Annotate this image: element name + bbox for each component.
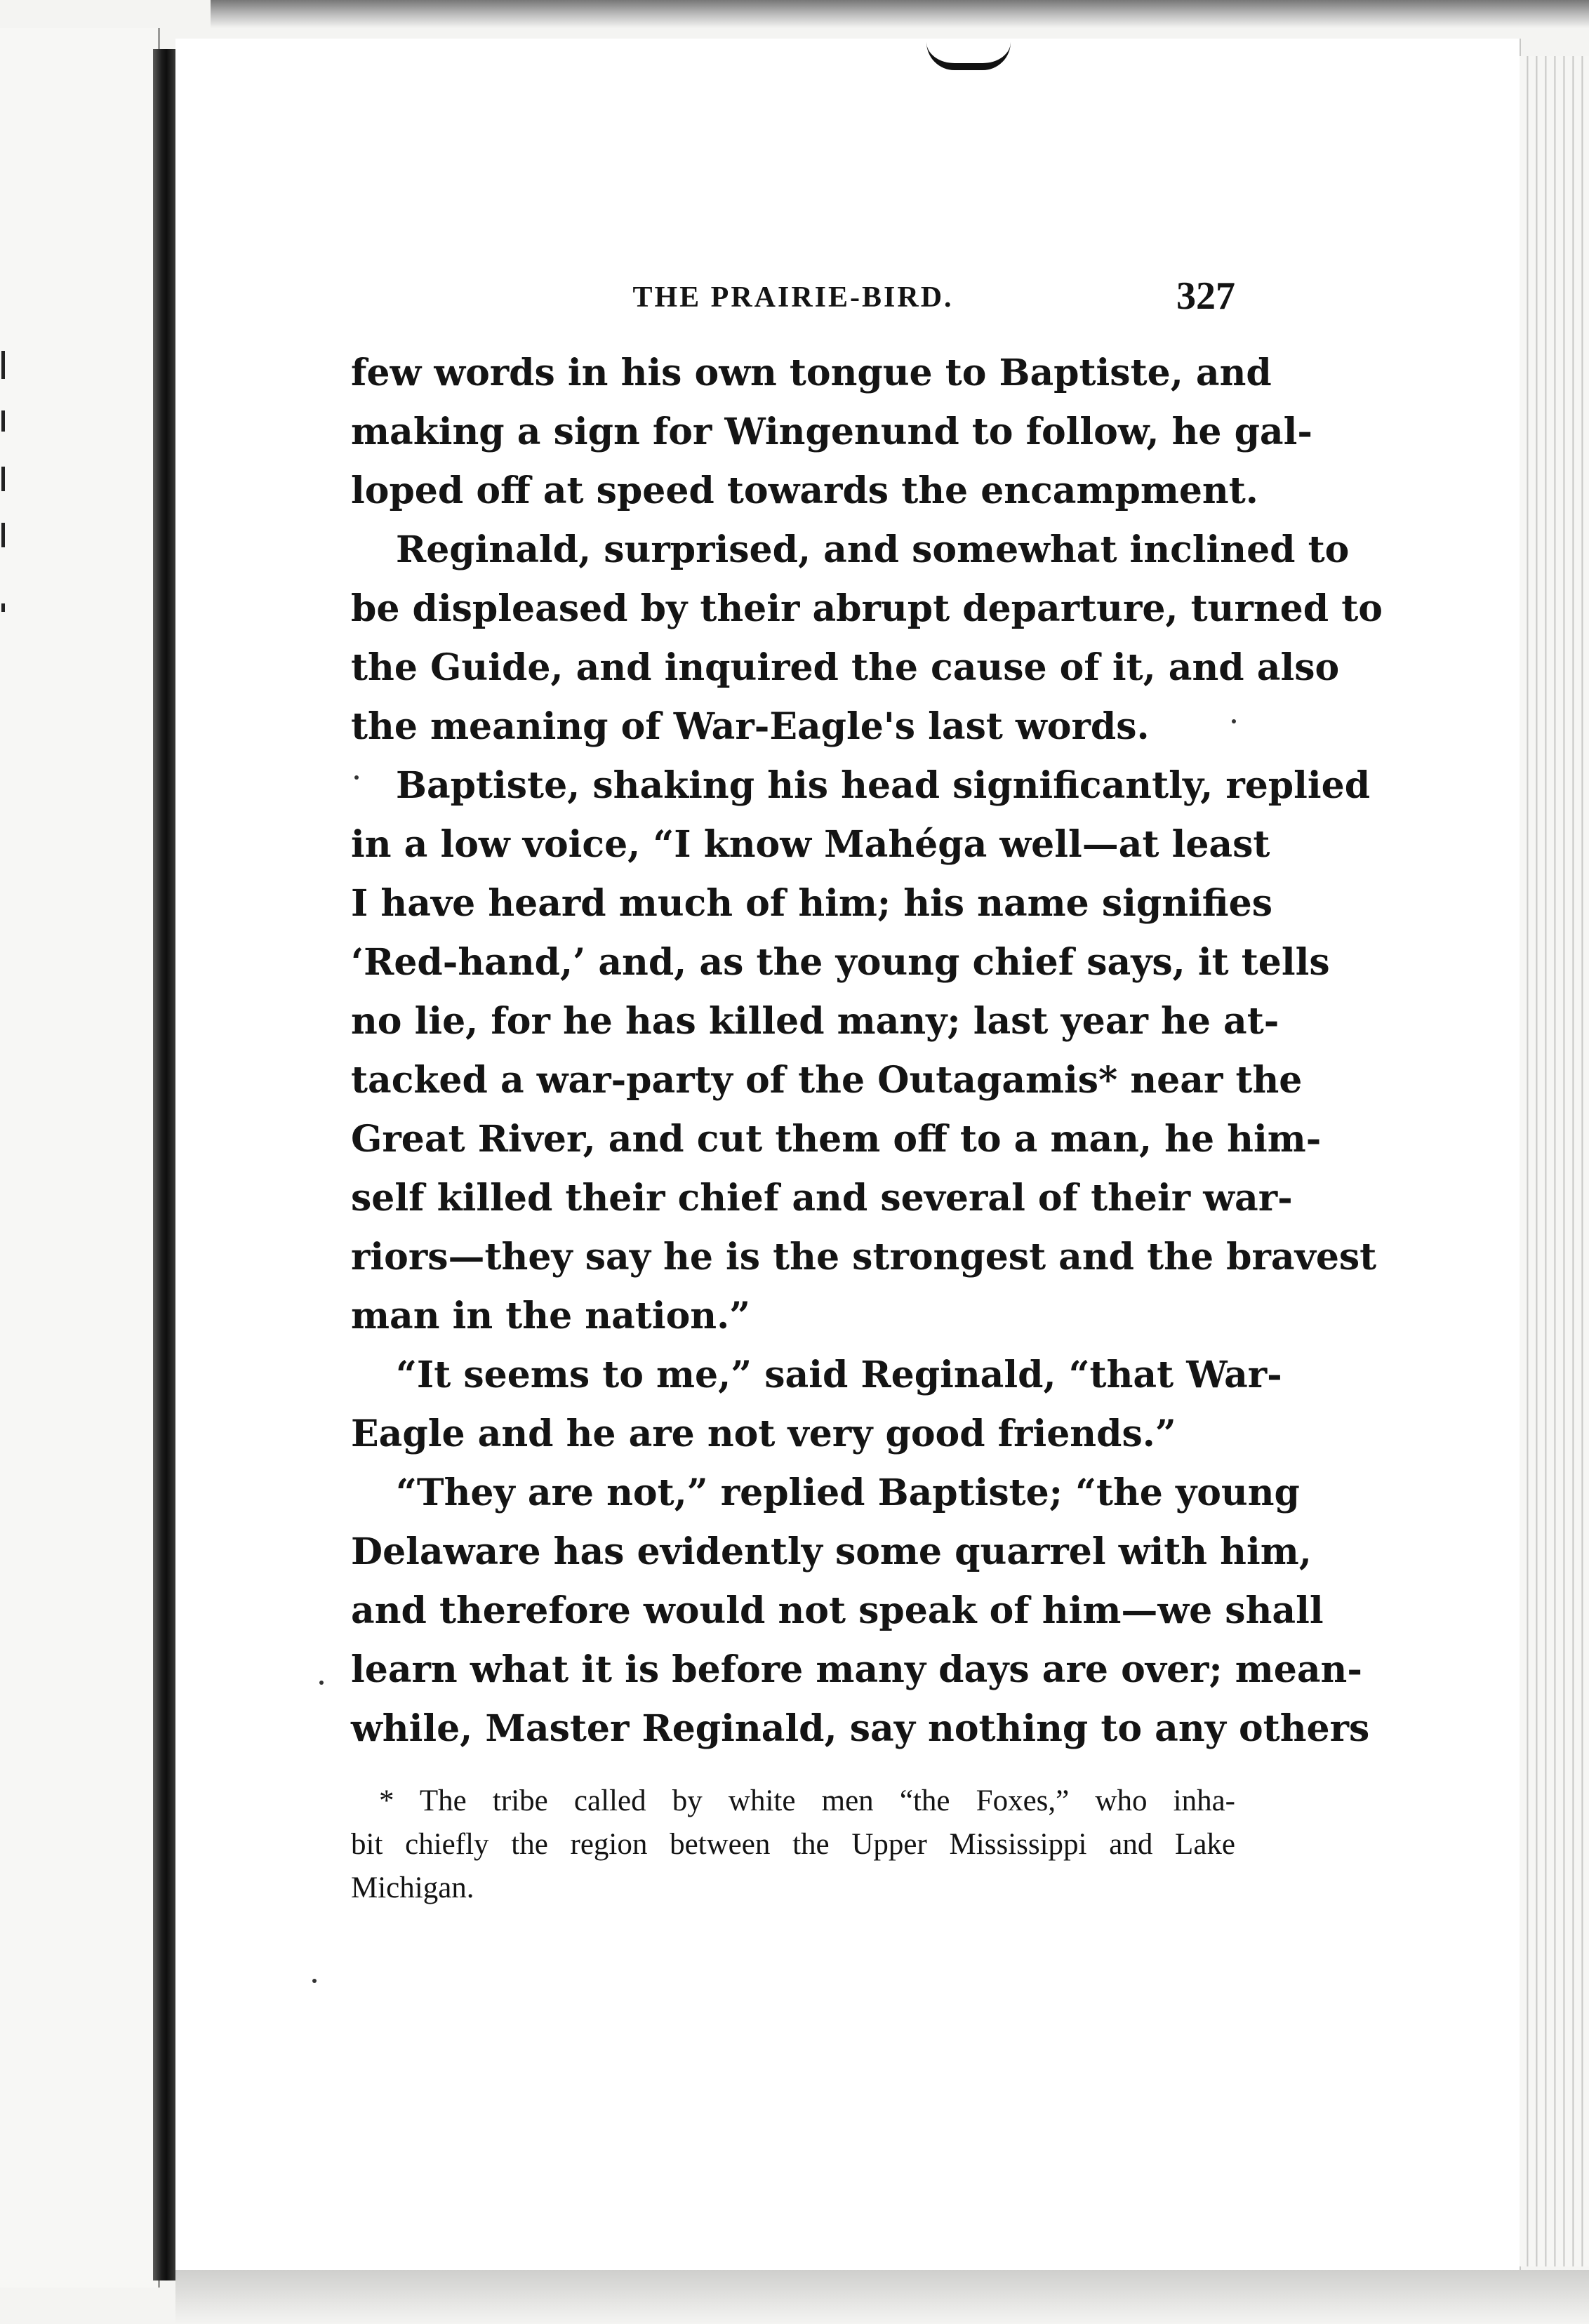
text-line: self killed their chief and several of their war- <box>351 1177 1293 1220</box>
top-page-edge <box>211 0 1589 28</box>
footnote-line: bit chiefly the region between the Upper Mississippi and Lake <box>351 1828 1235 1861</box>
text-line: Delaware has evidently some quarrel with him, <box>351 1530 1312 1573</box>
bottom-page-edge <box>175 2270 1589 2324</box>
left-facing-page <box>0 28 160 2288</box>
text-line: I have heard much of him; his name signifies <box>351 882 1272 925</box>
footnote-line: * The tribe called by white men “the Foxes,” who inha- <box>379 1784 1235 1817</box>
text-line: “They are not,” replied Baptiste; “the young <box>396 1471 1300 1514</box>
body-text <box>351 344 1383 1758</box>
binding-gutter <box>153 49 175 2280</box>
text-line: in a low voice, “I know Mahéga well—at least <box>351 823 1270 866</box>
text-line: “It seems to me,” said Reginald, “that War- <box>396 1354 1282 1396</box>
text-line: the Guide, and inquired the cause of it, and also <box>351 646 1340 689</box>
running-title: THE PRAIRIE-BIRD. <box>632 281 954 314</box>
ink-speck <box>1232 719 1236 723</box>
right-page-stack-edge <box>1520 56 1589 2266</box>
text-line: riors—they say he is the strongest and the bravest <box>351 1236 1377 1278</box>
text-line: learn what it is before many days are over; mean- <box>351 1648 1362 1691</box>
ink-speck <box>354 775 359 780</box>
text-line: Reginald, surprised, and somewhat inclined to <box>396 528 1350 571</box>
footnote-line: Michigan. <box>351 1871 474 1904</box>
text-line: tacked a war-party of the Outagamis* near the <box>351 1059 1303 1102</box>
footnote <box>351 1779 1235 1910</box>
text-line: man in the nation.” <box>351 1295 751 1337</box>
text-line: few words in his own tongue to Baptiste, and <box>351 352 1272 394</box>
page-text-block <box>351 274 1383 1910</box>
text-line: no lie, for he has killed many; last year he at- <box>351 1000 1279 1043</box>
ink-speck <box>319 1681 324 1685</box>
ink-speck <box>312 1979 317 1983</box>
text-line: Baptiste, shaking his head significantly, replied <box>396 764 1371 807</box>
running-head <box>351 274 1235 330</box>
text-line: loped off at speed towards the encampment. <box>351 469 1258 512</box>
text-line: Eagle and he are not very good friends.” <box>351 1413 1176 1455</box>
text-line: making a sign for Wingenund to follow, he gal- <box>351 410 1312 453</box>
text-line: ‘Red-hand,’ and, as the young chief says, it tells <box>351 941 1330 984</box>
text-line: while, Master Reginald, say nothing to any others <box>351 1707 1370 1750</box>
text-line: the meaning of War-Eagle's last words. <box>351 705 1150 748</box>
text-line: Great River, and cut them off to a man, he him- <box>351 1118 1322 1161</box>
text-line: and therefore would not speak of him—we shall <box>351 1589 1324 1632</box>
page-number: 327 <box>1176 274 1235 318</box>
text-line: be displeased by their abrupt departure, turned to <box>351 587 1383 630</box>
